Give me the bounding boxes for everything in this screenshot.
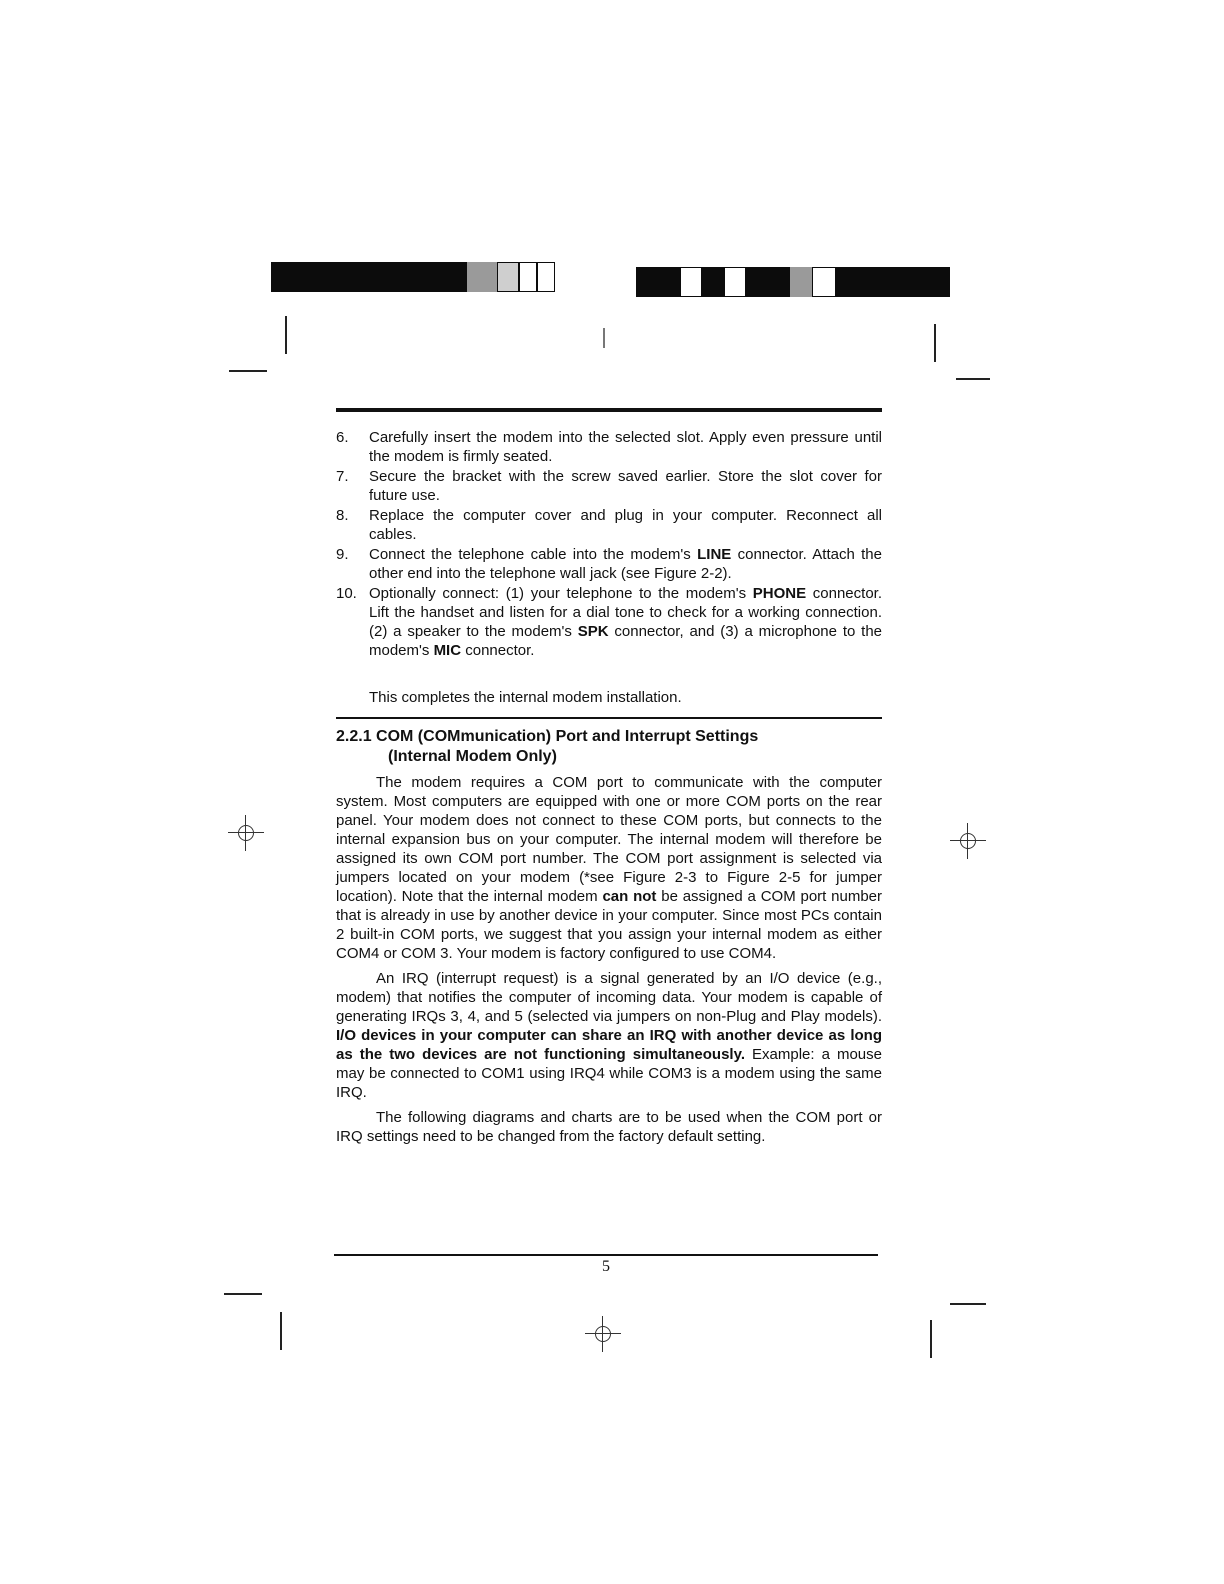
header-rule bbox=[336, 408, 882, 412]
page-number: 5 bbox=[602, 1258, 610, 1275]
list-item: 9. Connect the telephone cable into the modem's LINE connector. Attach the other end into the telephone wall jack (see Figure 2-2). bbox=[336, 546, 882, 582]
list-item: 10. Optionally connect: (1) your telephone to the modem's PHONE connector. Lift the handset and listen for a dial tone to check for a working connection. (2) a speaker to the modem's SPK connector, and (3) a microphone to the modem's MIC connector. bbox=[336, 585, 882, 659]
completion-note: This completes the internal modem installation. bbox=[369, 689, 682, 706]
crop-mark bbox=[224, 1293, 262, 1295]
crop-mark bbox=[930, 1320, 932, 1358]
crop-mark bbox=[956, 378, 990, 380]
crop-mark bbox=[950, 1303, 986, 1305]
page-content bbox=[336, 408, 882, 1146]
registration-target-icon bbox=[228, 815, 264, 851]
section-subtitle: (Internal Modem Only) bbox=[388, 748, 557, 765]
paragraph-com-port: The modem requires a COM port to communicate with the computer system. Most computers are equipped with one or more COM ports on the rear panel. Your modem does not connect to these COM ports, but connects to the internal expansion bus on your computer. The internal modem will therefore be assigned its own COM port number. The COM port assignment is selected via jumpers located on your modem (*see Figure 2-3 to Figure 2-5 for jumper location). Note that the internal modem can not be assigned a COM port number that is already in use by another device in your computer. Since most PCs contain 2 built-in COM ports, we suggest that you assign your internal modem as either COM4 or COM 3. Your modem is factory configured to use COM4. bbox=[336, 774, 882, 962]
crop-mark bbox=[280, 1312, 282, 1350]
list-item: 7. Secure the bracket with the screw saved earlier. Store the slot cover for future use. bbox=[336, 468, 882, 504]
installation-steps bbox=[336, 428, 882, 660]
paragraph-irq: An IRQ (interrupt request) is a signal generated by an I/O device (e.g., modem) that notifies the computer of incoming data. Your modem is capable of generating IRQs 3, 4, and 5 (selected via jumpers on non-Plug and Play models). I/O devices in your computer can share an IRQ with another device as long as the two devices are not functioning simultaneously. Example: a mouse may be connected to COM1 using IRQ4 while COM3 is a modem using the same IRQ. bbox=[336, 970, 882, 1101]
registration-dot bbox=[603, 328, 605, 348]
section-rule bbox=[336, 717, 882, 719]
crop-mark bbox=[229, 370, 267, 372]
footer-rule bbox=[334, 1254, 878, 1256]
crop-mark bbox=[285, 316, 287, 354]
section-title: 2.2.1 COM (COMmunication) Port and Interrupt Settings bbox=[336, 728, 759, 745]
paragraph-diagrams-note: The following diagrams and charts are to be used when the COM port or IRQ settings need to be changed from the factory default setting. bbox=[336, 1109, 882, 1145]
list-item: 8. Replace the computer cover and plug in your computer. Reconnect all cables. bbox=[336, 507, 882, 543]
section-heading bbox=[336, 727, 882, 767]
list-item: 6. Carefully insert the modem into the selected slot. Apply even pressure until the modem is firmly seated. bbox=[336, 429, 882, 465]
crop-mark bbox=[934, 324, 936, 362]
registration-target-icon bbox=[950, 823, 986, 859]
registration-target-icon bbox=[585, 1316, 621, 1352]
